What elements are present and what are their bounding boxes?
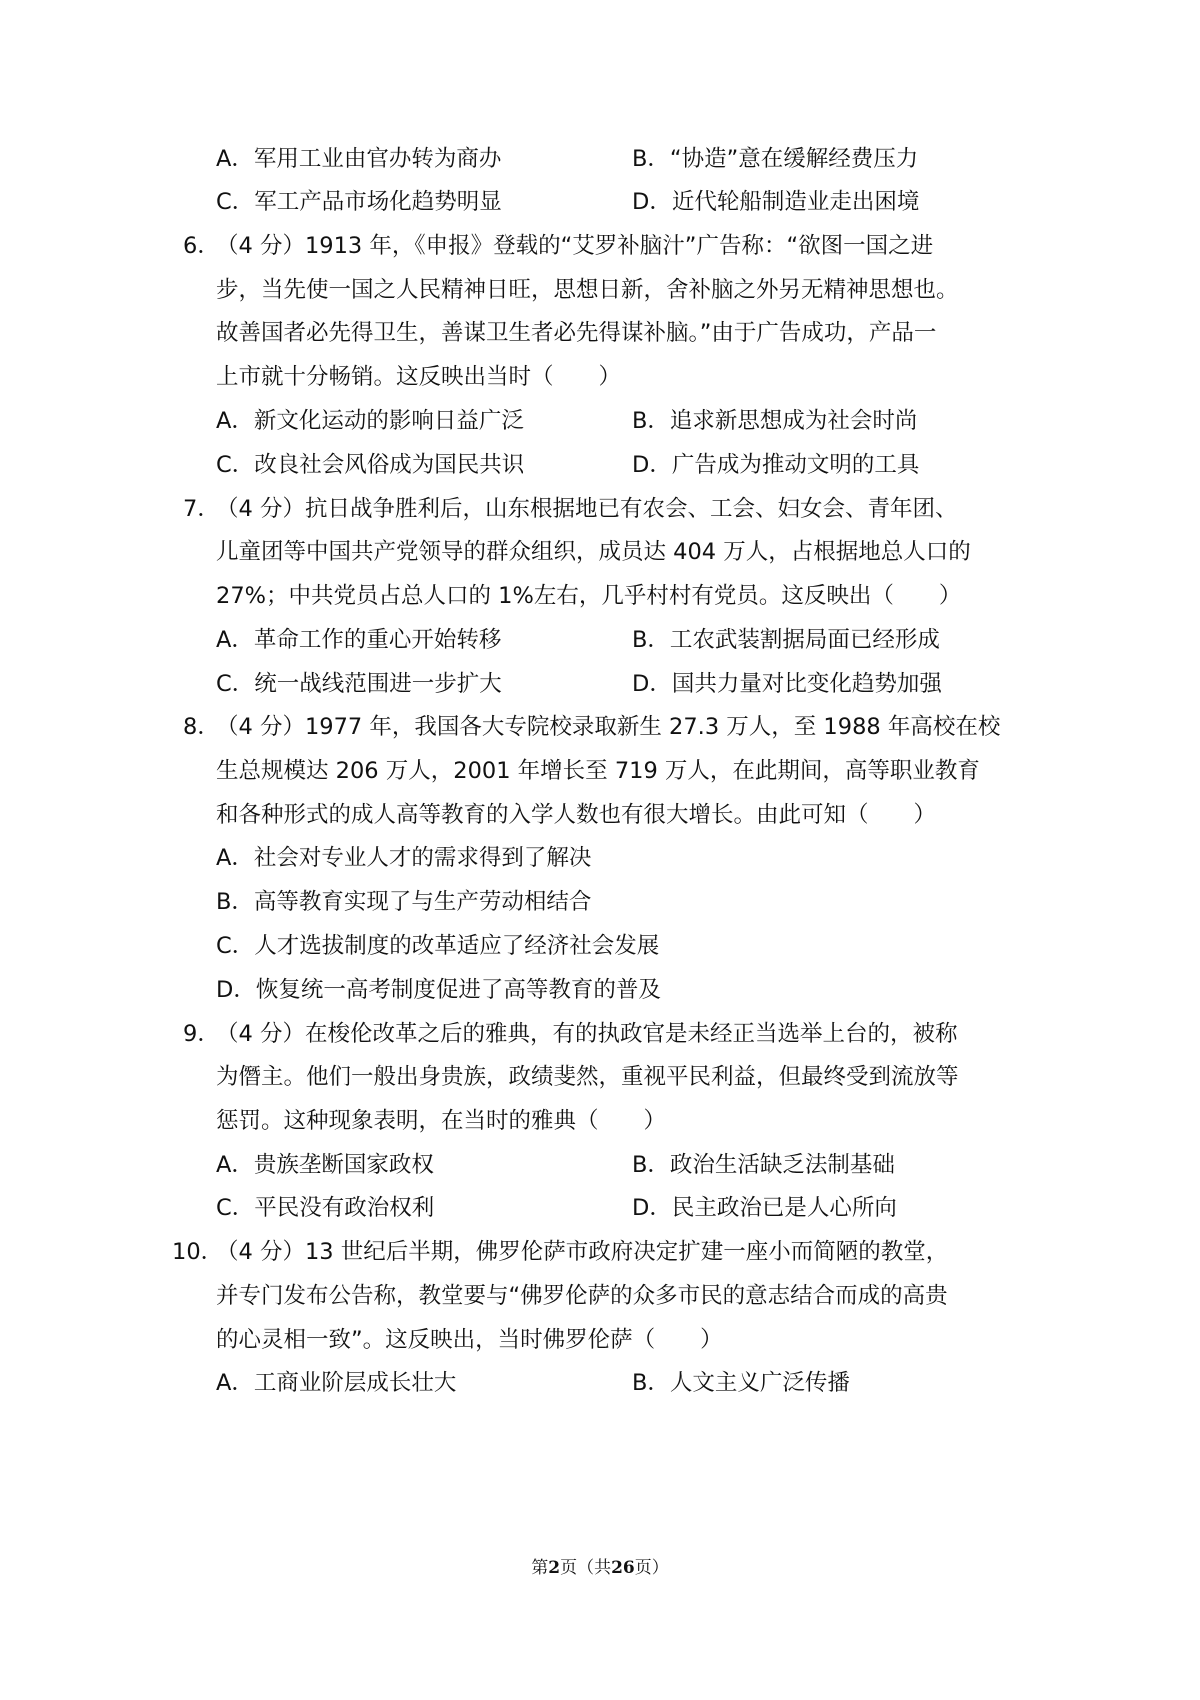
q7-line: （4 分）抗日战争胜利后，山东根据地已有农会、工会、妇女会、青年团、 [216,496,958,522]
q5-option-b: B．“协造”意在缓解经费压力 [632,146,919,172]
q7-number: 7． [183,496,220,522]
q6-line: 步，当先使一国之人民精神日旺，思想日新，舍补脑之外另无精神思想也。 [216,277,959,303]
q8-option-a: A．社会对专业人才的需求得到了解决 [216,845,592,871]
q9-line: 惩罚。这种现象表明，在当时的雅典（ ） [216,1108,667,1134]
q7-option-b: B．工农武装割据局面已经形成 [632,627,940,653]
q10-line: 的心灵相一致”。这反映出，当时佛罗伦萨（ ） [216,1327,723,1353]
q9-line: 为僭主。他们一般出身贵族，政绩斐然，重视平民利益，但最终受到流放等 [216,1064,959,1090]
q10-line: 并专门发布公告称，教堂要与“佛罗伦萨的众多市民的意志结合而成的高贵 [216,1283,948,1309]
q6-option-b: B．追求新思想成为社会时尚 [632,408,918,434]
q10-line: （4 分）13 世纪后半期，佛罗伦萨市政府决定扩建一座小而简陋的教堂， [216,1239,949,1265]
q8-option-d: D．恢复统一高考制度促进了高等教育的普及 [216,977,661,1003]
page-footer [0,1556,1200,1580]
q8-line: （4 分）1977 年，我国各大专院校录取新生 27.3 万人，至 1988 年高校在校 [216,714,1001,740]
q9-option-d: D．民主政治已是人心所向 [632,1195,897,1221]
q7-option-c: C．统一战线范围进一步扩大 [216,671,502,697]
q5-option-d: D．近代轮船制造业走出困境 [632,189,920,215]
q6-option-a: A．新文化运动的影响日益广泛 [216,408,524,434]
q6-number: 6． [183,233,220,259]
q7-line: 27%；中共党员占总人口的 1%左右，几乎村村有党员。这反映出（ ） [216,583,962,609]
q7-line: 儿童团等中国共产党领导的群众组织，成员达 404 万人，占根据地总人口的 [216,539,971,565]
q10-option-b: B．人文主义广泛传播 [632,1370,850,1396]
footer-middle: 页（共 [560,1558,612,1578]
q9-option-b: B．政治生活缺乏法制基础 [632,1152,895,1178]
q7-option-d: D．国共力量对比变化趋势加强 [632,671,942,697]
footer-page-number: 2 [548,1558,561,1578]
q6-option-c: C．改良社会风俗成为国民共识 [216,452,525,478]
q9-option-c: C．平民没有政治权利 [216,1195,435,1221]
q5-option-c: C．军工产品市场化趋势明显 [216,189,502,215]
q8-option-c: C．人才选拔制度的改革适应了经济社会发展 [216,933,660,959]
q10-option-a: A．工商业阶层成长壮大 [216,1370,457,1396]
q9-number: 9． [183,1021,220,1047]
q8-option-b: B．高等教育实现了与生产劳动相结合 [216,889,592,915]
q6-line: 上市就十分畅销。这反映出当时（ ） [216,364,622,390]
footer-total-pages: 26 [611,1558,635,1578]
q10-number: 10． [172,1239,224,1265]
q8-number: 8． [183,714,220,740]
q9-option-a: A．贵族垄断国家政权 [216,1152,434,1178]
q8-line: 生总规模达 206 万人，2001 年增长至 719 万人，在此期间，高等职业教育 [216,758,980,784]
q7-option-a: A．革命工作的重心开始转移 [216,627,502,653]
q6-line: （4 分）1913 年，《申报》登载的“艾罗补脑汁”广告称：“欲图一国之进 [216,233,934,259]
q6-line: 故善国者必先得卫生，善谋卫生者必先得谋补脑。”由于广告成功，产品一 [216,320,937,346]
q8-line: 和各种形式的成人高等教育的入学人数也有很大增长。由此可知（ ） [216,802,937,828]
footer-prefix: 第 [531,1558,549,1578]
footer-suffix: 页） [634,1558,669,1578]
q6-option-d: D．广告成为推动文明的工具 [632,452,920,478]
q9-line: （4 分）在梭伦改革之后的雅典，有的执政官是未经正当选举上台的，被称 [216,1021,958,1047]
q5-option-a: A．军用工业由官办转为商办 [216,146,502,172]
